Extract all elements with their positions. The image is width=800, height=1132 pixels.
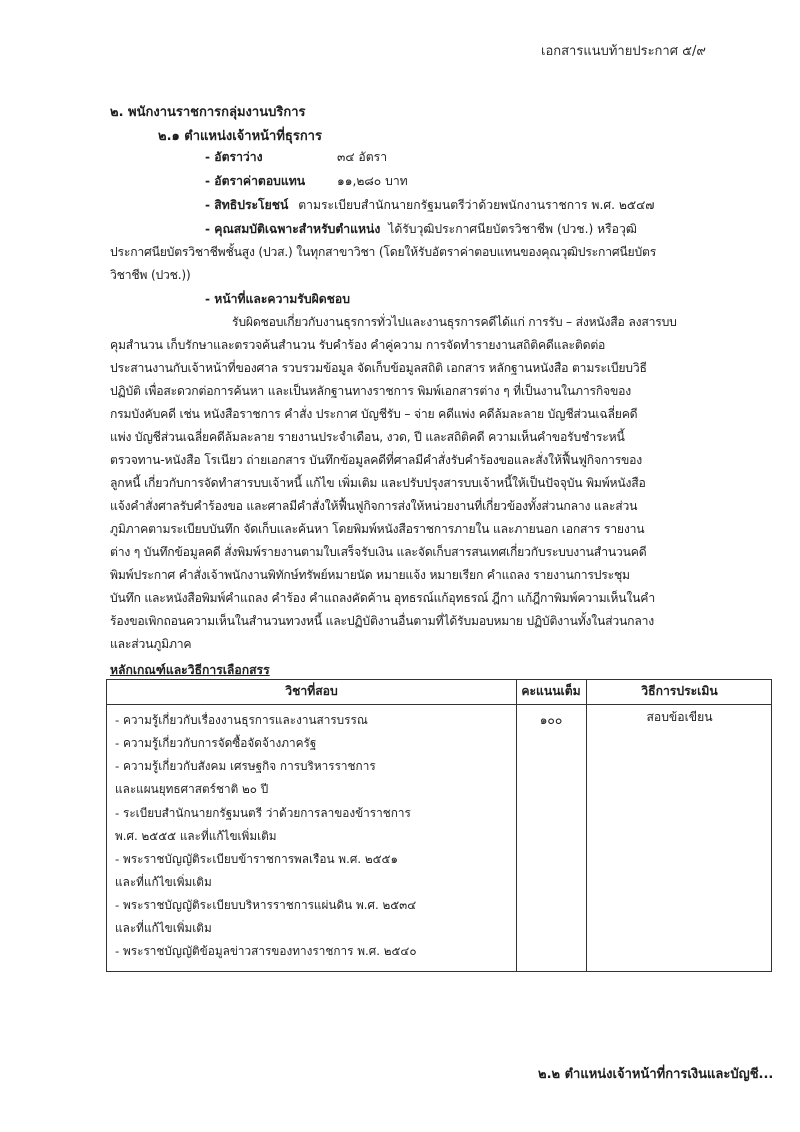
header-subject: วิชาที่สอบ [285, 684, 338, 698]
selection-criteria-table [106, 679, 772, 972]
duties-line: แจ้งคำสั่งศาลรับคำร้องขอ และศาลมีคำสั่งให้ฟื้นฟูกิจการส่งให้หน่วยงานที่เกี่ยวข้องทั้งส่วนกลาง และส่วน [110, 499, 638, 513]
subject-item: และแผนยุทธศาสตร์ชาติ ๒๐ ปี [115, 782, 269, 796]
duties-line: ปฏิบัติ เพื่อสะดวกต่อการค้นหา และเป็นหลักฐานทางราชการ พิมพ์เอกสารต่าง ๆ ที่เป็นงานในภารกิจของ [110, 384, 631, 398]
header-full-score: คะแนนเต็ม [521, 684, 581, 698]
duties-line: ภูมิภาคตามระเบียบบันทึก จัดเก็บและค้นหา โดยพิมพ์หนังสือราชการภายใน และภายนอก เอกสาร รายงาน [110, 522, 645, 536]
header-evaluation-method: วิธีการประเมิน [641, 684, 718, 698]
vacancies-label: - อัตราว่าง [205, 150, 263, 164]
subject-item: - ความรู้เกี่ยวกับเรื่องงานธุรการและงานสารบรรณ [115, 713, 368, 727]
benefits-row [205, 196, 654, 215]
duties-line: รับผิดชอบเกี่ยวกับงานธุรการทั่วไปและงานธุรการคดีได้แก่ การรับ – ส่งหนังสือ ลงสารบบ [232, 315, 677, 329]
section-title: ๒. พนักงานราชการกลุ่มงานบริการ [110, 105, 306, 120]
evaluation-method-value: สอบข้อเขียน [646, 710, 713, 724]
full-score-value: ๑๐๐ [539, 713, 563, 727]
subject-item: - พระราชบัญญัติระเบียบข้าราชการพลเรือน พ.ศ. ๒๕๕๑ [115, 852, 398, 866]
duties-line: ประสานงานกับเจ้าหน้าที่ของศาล รวบรวมข้อมูล จัดเก็บข้อมูลสถิติ เอกสาร หลักฐานหนังสือ ตามระเบียบวิธี [110, 361, 647, 375]
subject-item: - ความรู้เกี่ยวกับสังคม เศรษฐกิจ การบริหารราชการ [115, 759, 376, 773]
salary-label: - อัตราค่าตอบแทน [205, 174, 306, 188]
duties-line: และส่วนภูมิภาค [110, 637, 192, 651]
subject-item: - พระราชบัญญัติระเบียบบริหารราชการแผ่นดิน พ.ศ. ๒๕๓๔ [115, 898, 417, 912]
qualification-line: ได้รับวุฒิประกาศนียบัตรวิชาชีพ (ปวช.) หรือวุฒิ [388, 222, 637, 236]
next-section-continuation: ๒.๒ ตำแหน่งเจ้าหน้าที่การเงินและบัญชี... [538, 1067, 774, 1082]
subject-item: และที่แก้ไขเพิ่มเติม [115, 875, 212, 889]
duties-line: พิมพ์ประกาศ คำสั่งเจ้าพนักงานพิทักษ์ทรัพย์หมายนัด หมายแจ้ง หมายเรียก คำแถลง รายงานการประชุม [110, 568, 630, 582]
qualification-label: - คุณสมบัติเฉพาะสำหรับตำแหน่ง [205, 222, 381, 236]
subject-item: - ระเบียบสำนักนายกรัฐมนตรี ว่าด้วยการลาของข้าราชการ [115, 806, 411, 820]
duties-line: ตรวจทาน-หนังสือ โรเนียว ถ่ายเอกสาร บันทึกข้อมูลคดีที่ศาลมีคำสั่งรับคำร้องขอและสั่งให้ฟื้นฟูกิจการของ [110, 453, 643, 467]
duties-line: ร้องขอเพิกถอนความเห็นในสำนวนทวงหนี้ และปฏิบัติงานอื่นตามที่ได้รับมอบหมาย ปฏิบัติงานทั้งในส่วนกลาง [110, 614, 655, 628]
subject-item: - พระราชบัญญัติข้อมูลข่าวสารของทางราชการ พ.ศ. ๒๕๔๐ [115, 944, 417, 958]
subject-item: พ.ศ. ๒๕๕๕ และที่แก้ไขเพิ่มเติม [115, 829, 277, 843]
page-header: เอกสารแนบท้ายประกาศ ๕/๙ [541, 44, 706, 59]
duties-line: กรมบังคับคดี เช่น หนังสือราชการ คำสั่ง ประกาศ บัญชีรับ – จ่าย คดีแพ่ง คดีล้มละลาย บัญชีส่วนเฉลี่ยคดี [110, 407, 638, 421]
duties-line: ต่าง ๆ บันทึกข้อมูลคดี สั่งพิมพ์รายงานตามใบเสร็จรับเงิน และจัดเก็บสารสนเทศเกี่ยวกับระบบงานสำนวนคดี [110, 545, 647, 559]
duties-line: บันทึก และหนังสือพิมพ์คำแถลง คำร้อง คำแถลงคัดค้าน อุทธรณ์แก้อุทธรณ์ ฎีกา แก้ฎีกาพิมพ์ความเห็นในคำ [110, 591, 656, 605]
duties-line: คุมสำนวน เก็บรักษาและตรวจค้นสำนวน รับคำร้อง คำคู่ความ การจัดทำรายงานสถิติคดีและติดต่อ [110, 338, 606, 352]
duties-line: ลูกหนี้ เกี่ยวกับการจัดทำสารบบเจ้าหนี้ แก้ไข เพิ่มเติม และปรับปรุงสารบบเจ้าหนี้ให้เป็นปัจจุบัน พิมพ์หนังสือ [110, 476, 646, 490]
benefits-label: - สิทธิประโยชน์ [205, 198, 289, 212]
subject-item: และที่แก้ไขเพิ่มเติม [115, 921, 212, 935]
subject-item: - ความรู้เกี่ยวกับการจัดซื้อจัดจ้างภาครัฐ [115, 736, 317, 750]
vacancies-value: ๓๔ อัตรา [337, 150, 388, 164]
subsection-title: ๒.๑ ตำแหน่งเจ้าหน้าที่ธุรการ [158, 129, 322, 144]
duties-label: - หน้าที่และความรับผิดชอบ [205, 292, 350, 306]
qualification-line: ประกาศนียบัตรวิชาชีพชั้นสูง (ปวส.) ในทุกสาขาวิชา (โดยให้รับอัตราค่าตอบแทนของคุณวุฒิประกาศนียบัตร [110, 245, 657, 259]
salary-value: ๑๑,๒๘๐ บาท [337, 174, 408, 188]
qualification-row [205, 220, 637, 239]
qualification-line: วิชาชีพ (ปวช.)) [110, 268, 191, 282]
benefits-value: ตามระเบียบสำนักนายกรัฐมนตรีว่าด้วยพนักงานราชการ พ.ศ. ๒๕๔๗ [298, 198, 655, 212]
criteria-heading: หลักเกณฑ์และวิธีการเลือกสรร [110, 663, 270, 677]
duties-line: แพ่ง บัญชีส่วนเฉลี่ยคดีล้มละลาย รายงานประจำเดือน, งวด, ปี และสถิติคดี ความเห็นคำขอรับชำระหนี้ [110, 430, 625, 444]
header-divider [107, 704, 771, 705]
